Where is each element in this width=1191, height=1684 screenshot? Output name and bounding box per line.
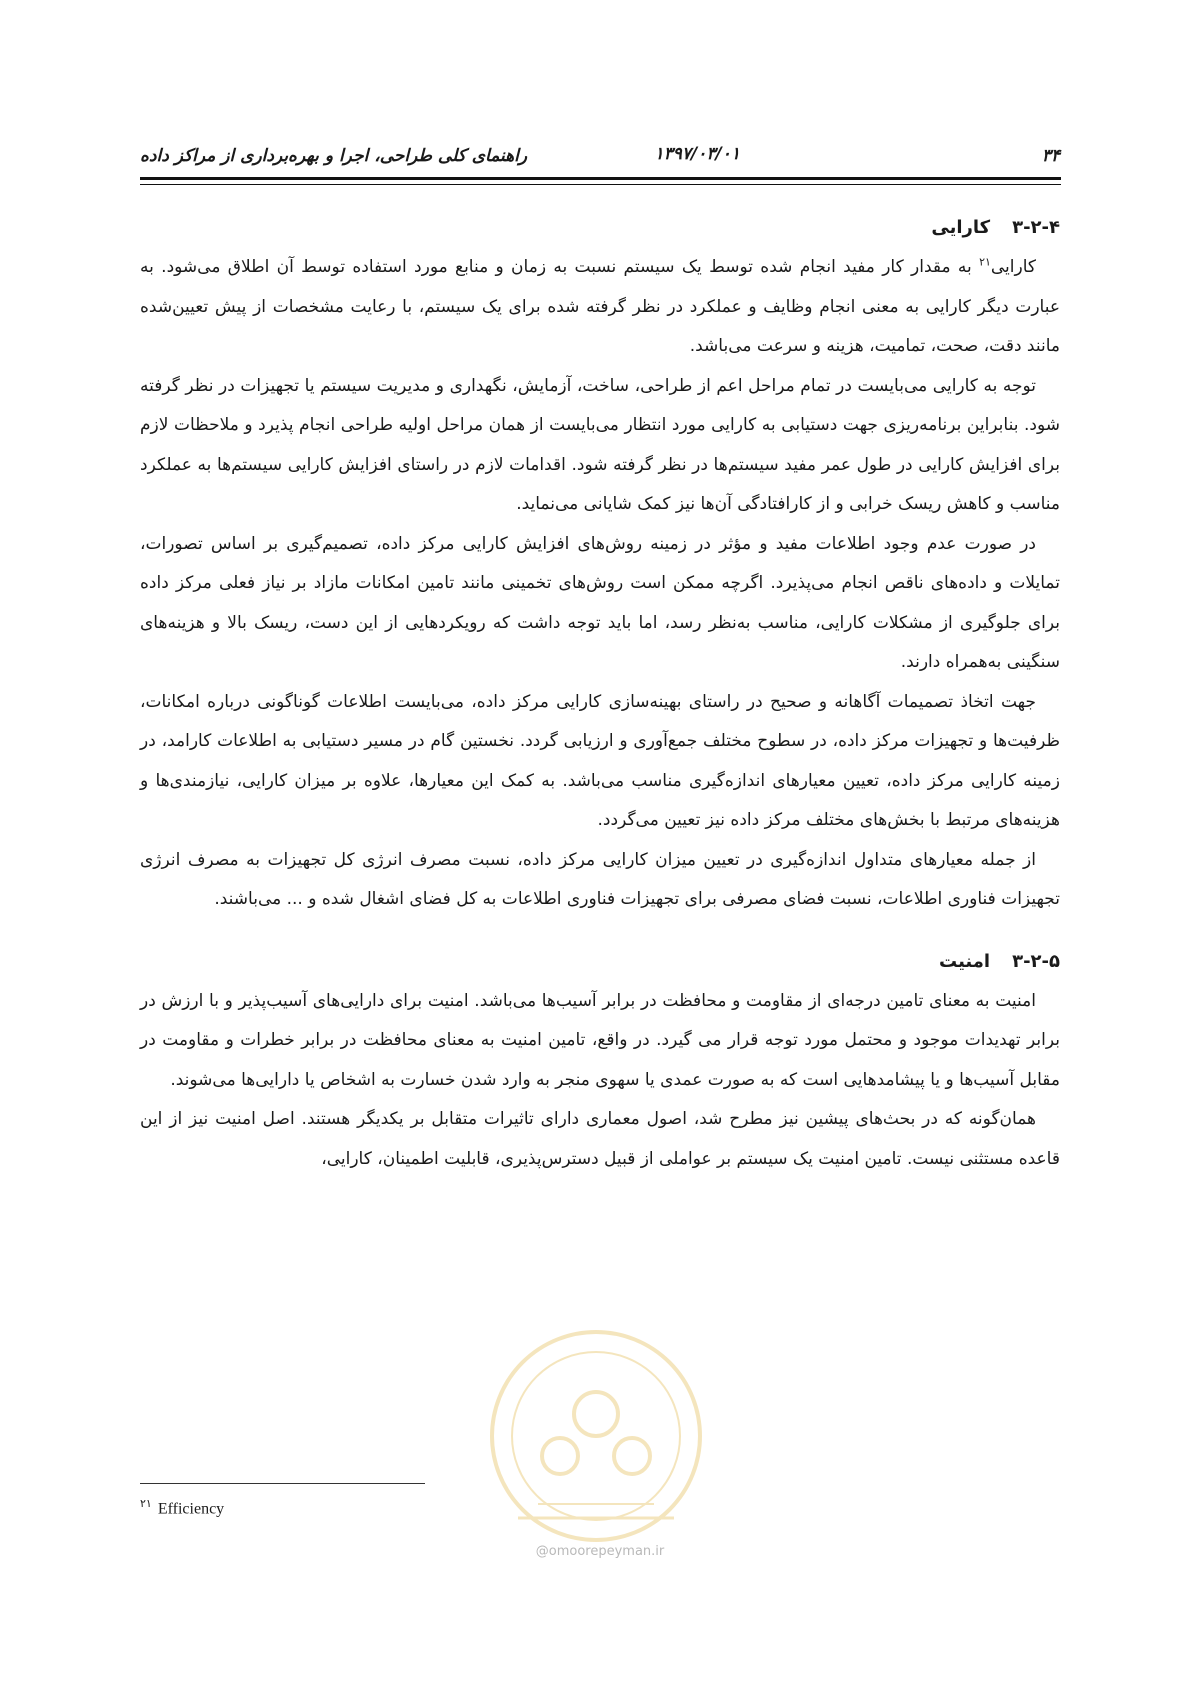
header-date: ۱۳۹۷/۰۳/۰۱ (654, 144, 740, 164)
section-title: امنیت (939, 950, 991, 972)
section-gap (140, 920, 1060, 942)
paragraph: جهت اتخاذ تصمیمات آگاهانه و صحیح در راستای بهینه‌سازی کارایی مرکز داده، می‌بایست اطلاعات گوناگونی درباره امکانات، ظرفیت‌ها و تجهیزات مرکز داده، در سطوح مختلف جمع‌آوری و ارزیابی گردد. نخستین گام در مسیر دستیابی به اطلاعات کارامد، در زمینه کارایی مرکز داده، تعیین معیارهای اندازه‌گیری مناسب می‌باشد. به کمک این معیارها، علاوه بر میزان کارایی، نیازمندی‌ها و هزینه‌های مرتبط با بخش‌های مختلف مرکز داده نیز تعیین می‌گردد. (140, 691, 1060, 830)
paragraph-start: کارایی (990, 257, 1036, 277)
paragraph: امنیت به معنای تامین درجه‌ای از مقاومت و محافظت در برابر آسیب‌ها می‌باشد. امنیت برای دارایی‌های آسیب‌پذیر و با ارزش در برابر تهدیدات موجود و محتمل مورد توجه قرار می گیرد. در واقع، تامین امنیت به معنای محافظت در برابر خطرات و مقاومت در مقابل آسیب‌ها و یا پیشامدهایی است که به صورت عمدی یا سهوی منجر به وارد شدن خسارت به اشخاص یا دارایی‌ها می‌شوند. (140, 990, 1060, 1090)
paragraph: توجه به کارایی می‌بایست در تمام مراحل اعم از طراحی، ساخت، آزمایش، نگهداری و مدیریت سیستم یا تجهیزات در نظر گرفته شود. بنابراین برنامه‌ریزی جهت دستیابی به کارایی مورد انتظار می‌بایست از همان مراحل اولیه طراحی انجام پذیرد و ملاحظات لازم برای افزایش کارایی در طول عمر مفید سیستم‌ها در نظر گرفته شود. اقدامات لازم در راستای افزایش کارایی سیستم‌ها به عملکرد مناسب و کاهش ریسک خرابی و از کارافتادگی آن‌ها نیز کمک شایانی می‌نماید. (140, 375, 1060, 514)
footnote-rule (140, 1483, 425, 1484)
paragraph: از جمله معیارهای متداول اندازه‌گیری در تعیین میزان کارایی مرکز داده، نسبت مصرف انرژی کل تجهیزات به مصرف انرژی تجهیزات فناوری اطلاعات، نسبت فضای مصرفی برای تجهیزات فناوری اطلاعات به کل فضای اشغال شده و ... می‌باشند. (140, 849, 1060, 909)
section-number: ۳-۲-۴ (1012, 217, 1060, 238)
section-heading-efficiency (140, 208, 1060, 248)
running-header (140, 140, 1060, 180)
section-heading-security (140, 942, 1060, 982)
watermark-url: @omoorepeyman.ir (535, 1544, 665, 1559)
section-title: کارایی (931, 217, 991, 238)
section-number: ۳-۲-۵ (1012, 950, 1060, 972)
footnote-mark: ۲۱ (140, 1498, 152, 1510)
footnote-reference: ۲۱ (979, 255, 991, 269)
footnote (140, 1497, 224, 1518)
paragraph: همان‌گونه که در بحث‌های پیشین نیز مطرح شد، اصول معماری دارای تاثیرات متقابل بر یکدیگر هستند. اصل امنیت نیز از این قاعده مستثنی نیست. تامین امنیت یک سیستم بر عواملی از قبیل دسترس‌پذیری، قابلیت اطمینان، کارایی، (140, 1109, 1060, 1169)
paragraph (140, 248, 1060, 367)
paragraph-rest: به مقدار کار مفید انجام شده توسط یک سیستم نسبت به زمان و منابع مورد استفاده توسط آن اطلاق می‌شود. به عبارت دیگر کارایی به معنی انجام وظایف و عملکرد در نظر گرفته شده برای یک سیستم، با رعایت مشخصات از پیش تعیین‌شده مانند دقت، صحت، تمامیت، هزینه و سرعت می‌باشد. (140, 257, 1060, 356)
header-title: راهنمای کلی طراحی، اجرا و بهره‌برداری از مراکز داده (140, 146, 528, 166)
watermark-logo (478, 1318, 714, 1554)
page-number: ۳۴ (1041, 146, 1060, 166)
header-rule (140, 177, 1061, 185)
body-text (140, 208, 1060, 1179)
footnote-text: Efficiency (157, 1500, 225, 1518)
paragraph: در صورت عدم وجود اطلاعات مفید و مؤثر در زمینه روش‌های افزایش کارایی مرکز داده، تصمیم‌گیری بر اساس تصورات، تمایلات و داده‌های ناقص انجام می‌پذیرد. اگرچه ممکن است روش‌های تخمینی مانند تامین امکانات مازاد بر نیاز فعلی مرکز داده برای جلوگیری از مشکلات کارایی، مناسب به‌نظر رسد، اما باید توجه داشت که رویکردهایی از این دست، ریسک بالا و هزینه‌های سنگینی به‌همراه دارند. (140, 533, 1060, 672)
